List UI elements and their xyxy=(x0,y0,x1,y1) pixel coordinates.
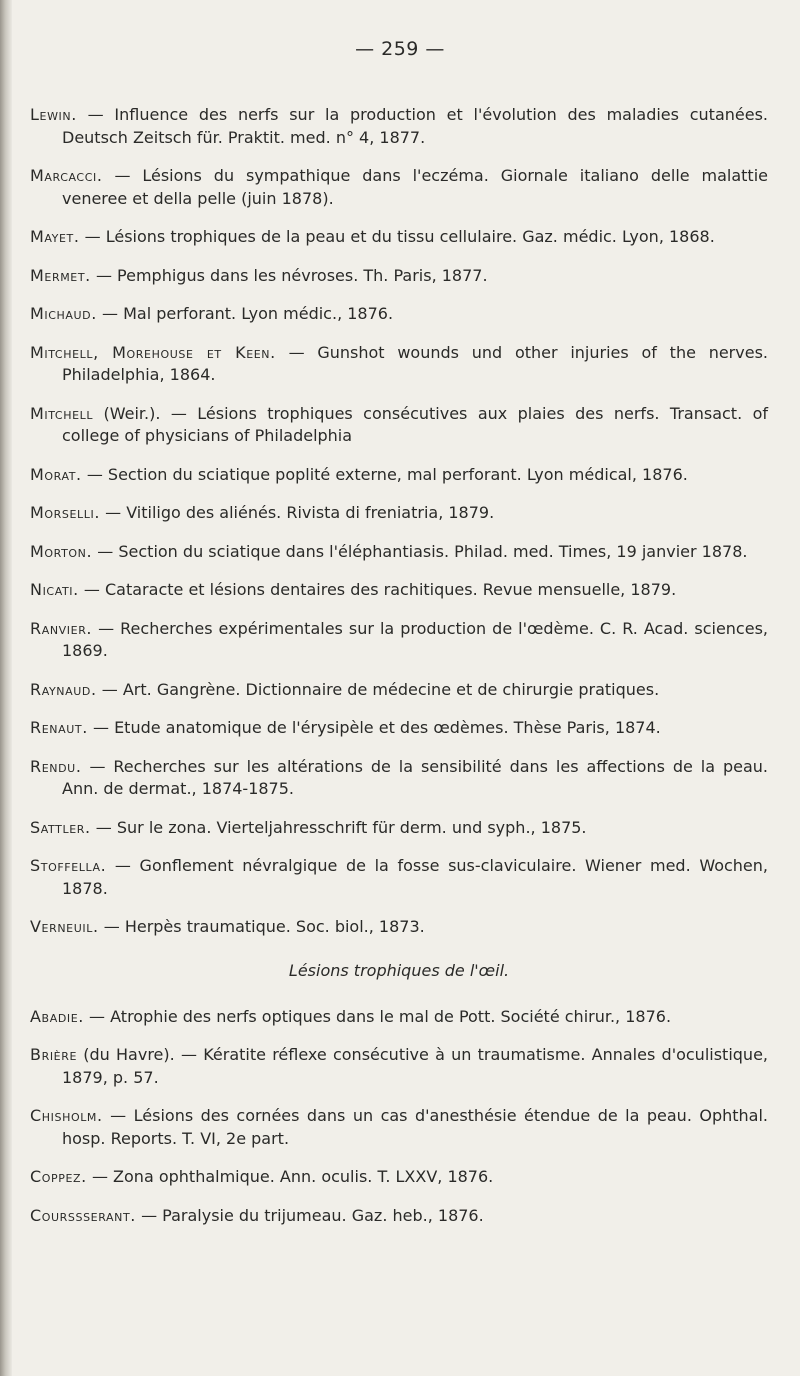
reference-text: — Mal perforant. Lyon médic., 1876. xyxy=(96,304,394,323)
reference-entry xyxy=(30,1166,768,1189)
reference-entry xyxy=(30,541,768,564)
reference-text: — Lésions du sympathique dans l'eczéma. Giornale italiano delle malattie veneree et della pelle (juin 1878). xyxy=(62,166,768,208)
reference-entry xyxy=(30,1205,768,1228)
reference-text: — Gonflement névralgique de la fosse sus-claviculaire. Wiener med. Wochen, 1878. xyxy=(62,856,768,898)
reference-text: — Section du sciatique poplité externe, mal perforant. Lyon médical, 1876. xyxy=(81,464,688,484)
reference-entry xyxy=(30,1044,768,1089)
reference-entry xyxy=(30,855,768,900)
reference-text: — Lésions des cornées dans un cas d'anesthésie étendue de la peau. Ophthal. hosp. Reports. T. VI, 2e part. xyxy=(62,1106,768,1148)
reference-text: — Paralysie du trijumeau. Gaz. heb., 1876. xyxy=(135,1205,484,1225)
reference-entry xyxy=(30,303,768,326)
reference-text: — Vitiligo des aliénés. Rivista di freniatria, 1879. xyxy=(100,503,495,522)
reference-author: Mermet. xyxy=(30,265,91,285)
reference-entry xyxy=(30,579,768,602)
reference-text: — Zona ophthalmique. Ann. oculis. T. LXXV, 1876. xyxy=(86,1167,494,1186)
reference-author: Lewin. xyxy=(30,105,77,124)
reference-entry xyxy=(30,1006,768,1029)
reference-author: Mitchell, Morehouse et Keen. xyxy=(30,342,276,362)
reference-author: Morton. xyxy=(30,541,93,561)
reference-entry xyxy=(30,226,768,249)
reference-text: (Weir.). — Lésions trophiques consécutives aux plaies des nerfs. Transact. of college of physicians of Philadelphia xyxy=(62,403,768,445)
reference-entry xyxy=(30,342,768,387)
reference-entry xyxy=(30,717,768,740)
reference-text: — Cataracte et lésions dentaires des rachitiques. Revue mensuelle, 1879. xyxy=(78,580,677,599)
reference-author: Michaud. xyxy=(30,304,97,323)
reference-text: — Art. Gangrène. Dictionnaire de médecine et de chirurgie pratiques. xyxy=(96,679,660,699)
reference-entry xyxy=(30,679,768,702)
reference-text: — Sur le zona. Vierteljahresschrift für derm. und syph., 1875. xyxy=(90,817,587,837)
section-title: Lésions trophiques de l'œil. xyxy=(288,960,510,980)
reference-entry xyxy=(30,618,768,663)
reference-entry xyxy=(30,756,768,801)
reference-text: — Recherches expérimentales sur la production de l'œdème. C. R. Acad. sciences, 1869. xyxy=(62,618,768,660)
reference-author: Brière xyxy=(30,1045,78,1064)
reference-text: — Pemphigus dans les névroses. Th. Paris, 1877. xyxy=(90,265,488,285)
reference-author: Verneuil. xyxy=(30,917,99,936)
reference-entry xyxy=(30,165,768,210)
reference-author: Renaut. xyxy=(30,718,88,737)
reference-author: Mayet. xyxy=(30,227,80,246)
reference-text: — Lésions trophiques de la peau et du tissu cellulaire. Gaz. médic. Lyon, 1868. xyxy=(79,227,715,246)
reference-author: Abadie. xyxy=(30,1006,84,1026)
reference-author: Morselli. xyxy=(30,503,101,522)
reference-text: — Etude anatomique de l'érysipèle et des œdèmes. Thèse Paris, 1874. xyxy=(87,718,661,737)
reference-author: Nicati. xyxy=(30,580,79,599)
reference-author: Marcacci. xyxy=(30,166,103,185)
reference-author: Raynaud. xyxy=(30,679,97,699)
reference-entry xyxy=(30,502,768,525)
reference-author: Courssserant. xyxy=(30,1205,136,1225)
reference-author: Coppez. xyxy=(30,1167,87,1186)
reference-entry xyxy=(30,265,768,288)
reference-text: — Section du sciatique dans l'éléphantiasis. Philad. med. Times, 19 janvier 1878. xyxy=(92,541,748,561)
reference-group-main xyxy=(30,104,768,939)
reference-entry xyxy=(30,464,768,487)
reference-entry xyxy=(30,916,768,939)
reference-author: Mitchell xyxy=(30,403,94,423)
reference-list xyxy=(30,88,768,1232)
page-binding-shadow xyxy=(0,0,12,1376)
reference-text: — Influence des nerfs sur la production et l'évolution des maladies cutanées. Deutsch Zeitsch für. Praktit. med. n° 4, 1877. xyxy=(62,105,768,147)
reference-text: — Recherches sur les altérations de la sensibilité dans les affections de la peau. Ann. de dermat., 1874-1875. xyxy=(62,756,768,798)
reference-text: — Atrophie des nerfs optiques dans le mal de Pott. Société chirur., 1876. xyxy=(83,1006,672,1026)
reference-author: Morat. xyxy=(30,464,82,484)
reference-text: — Gunshot wounds und other injuries of the nerves. Philadelphia, 1864. xyxy=(62,342,768,384)
reference-author: Stoffella. xyxy=(30,856,107,875)
reference-author: Rendu. xyxy=(30,756,82,776)
reference-entry xyxy=(30,817,768,840)
page-number: — 259 — xyxy=(355,38,445,60)
reference-entry xyxy=(30,104,768,149)
reference-entry xyxy=(30,1105,768,1150)
reference-text: — Herpès traumatique. Soc. biol., 1873. xyxy=(98,917,425,936)
reference-author: Sattler. xyxy=(30,817,91,837)
reference-entry xyxy=(30,403,768,448)
reference-group-eye xyxy=(30,1006,768,1228)
reference-text: (du Havre). — Kératite réflexe consécutive à un traumatisme. Annales d'oculistique, 1879, p. 57. xyxy=(62,1045,768,1087)
reference-author: Ranvier. xyxy=(30,618,93,638)
reference-author: Chisholm. xyxy=(30,1106,103,1125)
